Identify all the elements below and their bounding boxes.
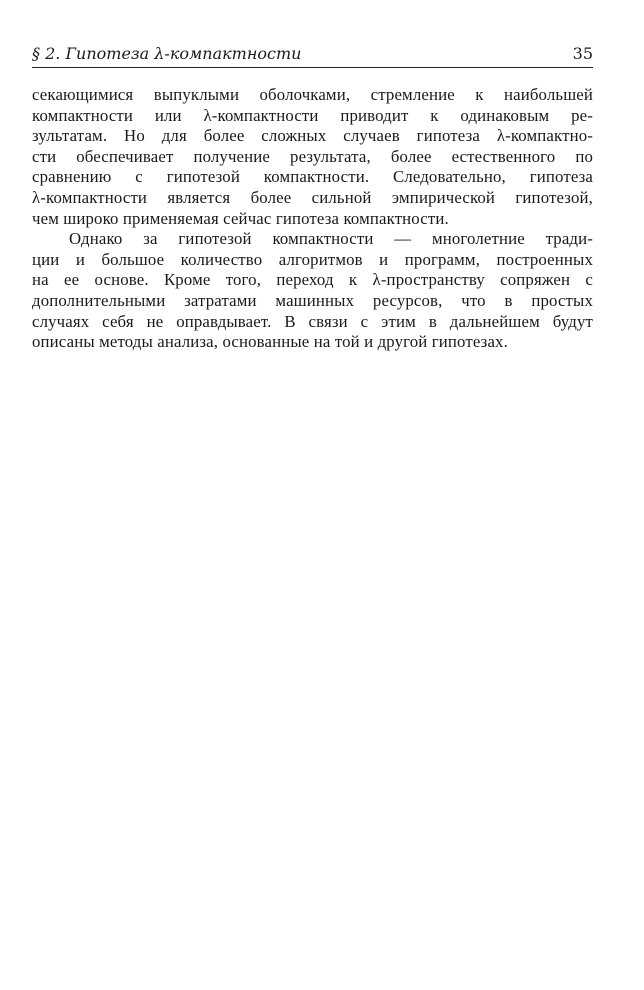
- text-line: чем широко применяемая сейчас гипотеза компактности.: [32, 208, 449, 228]
- paragraph-2: [32, 229, 593, 353]
- text-line: случаях себя не оправдывает. В связи с этим в дальнейшем будут: [32, 311, 593, 331]
- section-title: § 2. Гипотеза λ-компактности: [32, 44, 302, 63]
- text-line: Однако за гипотезой компактности — многолетние тради-: [69, 229, 593, 249]
- running-header: [32, 44, 593, 68]
- book-page: [32, 44, 593, 353]
- text-line: дополнительными затратами машинных ресурсов, что в простых: [32, 290, 593, 310]
- text-line: сравнению с гипотезой компактности. Следовательно, гипотеза: [32, 167, 593, 187]
- page-number: 35: [572, 44, 593, 63]
- text-line: сти обеспечивает получение результата, более естественного по: [32, 146, 593, 166]
- text-line: λ-компактности является более сильной эмпирической гипотезой,: [32, 187, 593, 207]
- text-line: на ее основе. Кроме того, переход к λ-пространству сопряжен с: [32, 270, 593, 290]
- text-line: зультатам. Но для более сложных случаев гипотеза λ-компактно-: [32, 126, 593, 146]
- body-text: [32, 85, 593, 353]
- text-line: компактности или λ-компактности приводит к одинаковым ре-: [32, 105, 593, 125]
- text-line: описаны методы анализа, основанные на той и другой гипотезах.: [32, 332, 508, 352]
- text-line: секающимися выпуклыми оболочками, стремление к наибольшей: [32, 85, 593, 104]
- paragraph-1: [32, 85, 593, 229]
- text-line: ции и большое количество алгоритмов и программ, построенных: [32, 249, 593, 269]
